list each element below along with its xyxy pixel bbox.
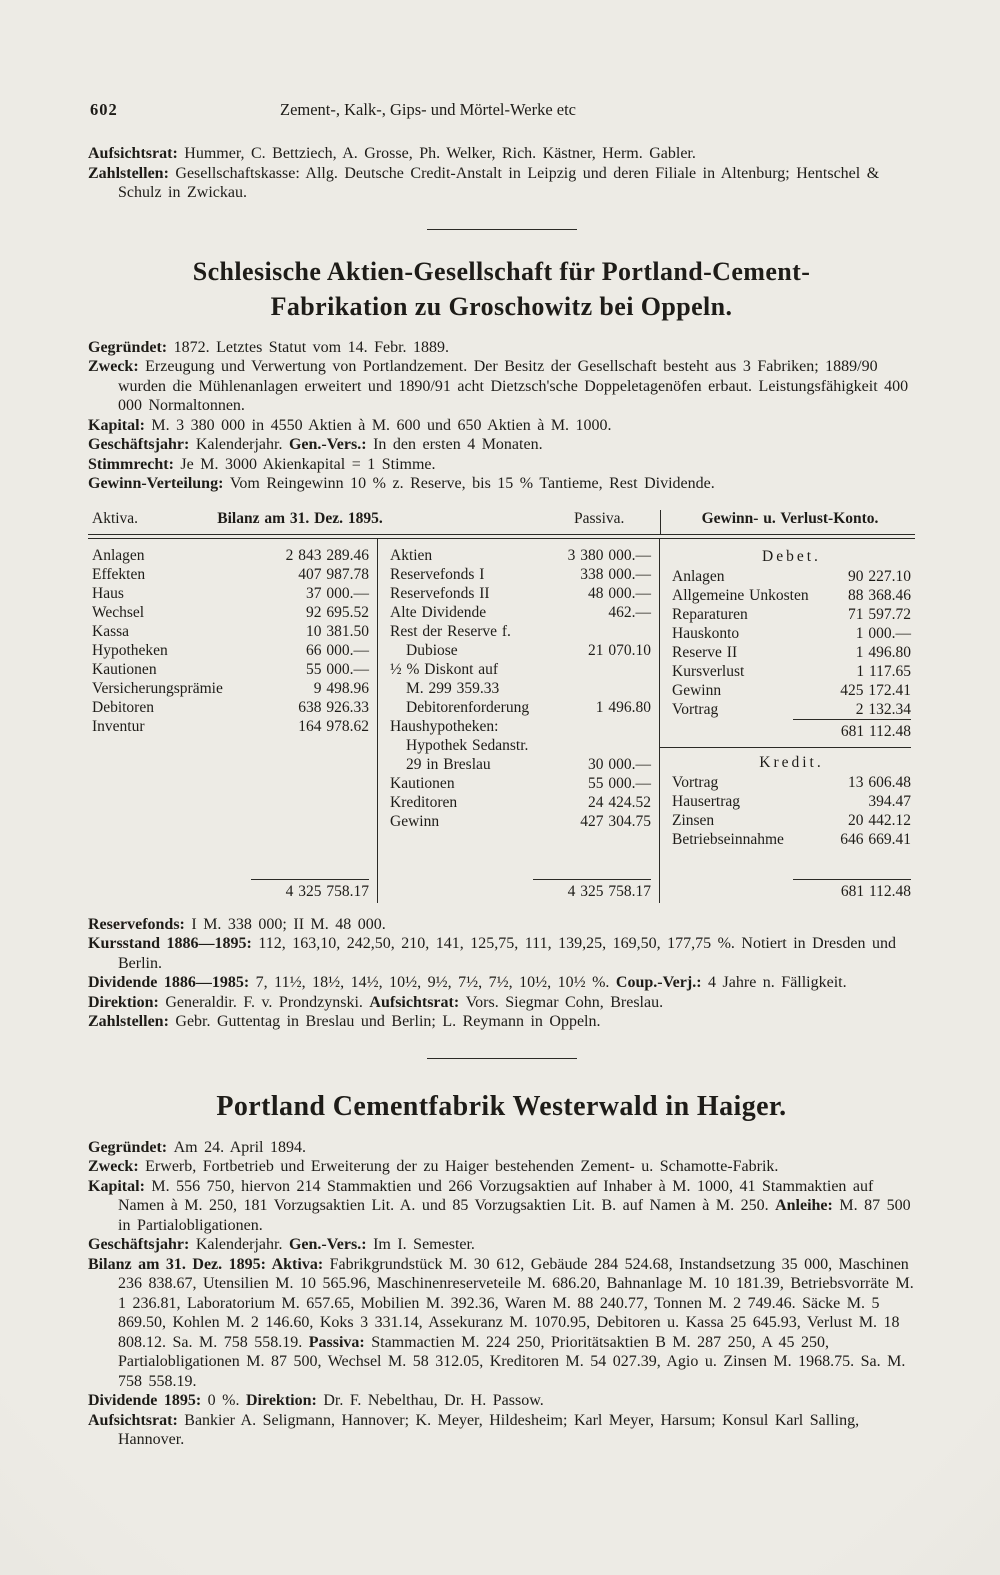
account-value: 37 000.—	[306, 584, 369, 602]
kredit-row	[672, 792, 911, 811]
aktiva-row	[92, 660, 369, 679]
company2-details	[88, 1138, 915, 1450]
account-value: 1 496.80	[595, 698, 651, 716]
zahlstellen-line: Zahlstellen: Gebr. Guttentag in Breslau und Berlin; L. Reymann in Oppeln.	[88, 1013, 601, 1030]
passiva-row	[390, 736, 651, 755]
running-head	[88, 100, 915, 122]
account-value: 30 000.—	[588, 755, 651, 773]
company1-notes	[88, 915, 915, 1032]
passiva-column	[378, 539, 660, 903]
account-label: Kautionen	[390, 774, 455, 792]
kredit-total: 681 112.48	[793, 879, 911, 903]
debet-total: 681 112.48	[793, 719, 911, 743]
kredit-row	[672, 830, 911, 849]
company1-title-line1: Schlesische Aktien-Gesellschaft für Portland-Cement-	[192, 256, 811, 286]
debet-row	[672, 681, 911, 700]
company1-title-line2: Fabrikation zu Groschowitz bei Oppeln.	[270, 291, 733, 321]
account-label: Kursverlust	[672, 662, 745, 680]
aktiva-header: Aktiva.	[92, 509, 139, 527]
passiva-row	[390, 660, 651, 679]
aktiva-total: 4 325 758.17	[251, 879, 369, 903]
profit-loss-column	[660, 539, 913, 903]
account-value: 71 597.72	[848, 605, 911, 623]
debet-total-row	[672, 719, 911, 743]
debet-row	[672, 605, 911, 624]
account-value: 638 926.33	[298, 698, 369, 716]
account-label: Debitorenforderung	[406, 698, 530, 716]
account-label: Reservefonds I	[390, 565, 485, 583]
account-label: Vortrag	[672, 773, 719, 791]
account-value: 2 843 289.46	[285, 546, 369, 564]
balance-sheet	[88, 510, 915, 903]
account-label: Dubiose	[406, 641, 458, 659]
company1-title	[88, 254, 915, 324]
account-label: Kreditoren	[390, 793, 458, 811]
aktiva-row	[92, 698, 369, 717]
account-value: 2 132.34	[855, 700, 911, 718]
account-label: Haushypotheken:	[390, 717, 499, 735]
account-label: Hypothek Sedanstr.	[406, 736, 529, 754]
dividende-direktion-line: Dividende 1895: 0 %. Direktion: Dr. F. Nebelthau, Dr. H. Passow.	[88, 1392, 544, 1409]
profit-distribution-line: Gewinn-Verteilung: Vom Reingewinn 10 % z. Reserve, bis 15 % Tantieme, Rest Dividende.	[88, 475, 715, 492]
balance-sheet-body	[88, 539, 915, 903]
account-value: 20 442.12	[848, 811, 911, 829]
account-value: 48 000.—	[588, 584, 651, 602]
purpose-paragraph: Zweck: Erzeugung und Verwertung von Portlandzement. Der Besitz der Gesellschaft besteht aus 3 Fabriken; 1889/90 wurden die Mühlenanlagen erweitert und 1890/91 acht Dietzsch'sche Doppeletagenöfen erbaut. Leistungsfähigkeit 400 000 Normaltonnen.	[88, 358, 909, 414]
debet-header: Debet.	[762, 547, 821, 565]
account-label: Alte Dividende	[390, 603, 487, 621]
account-value: 1 496.80	[855, 643, 911, 661]
kredit-total-row	[672, 879, 911, 903]
kredit-rows	[672, 773, 911, 849]
aktiva-total-row	[92, 879, 369, 903]
capital-line: Kapital: M. 3 380 000 in 4550 Aktien à M. 600 und 650 Aktien à M. 1000.	[88, 416, 612, 434]
passiva-row	[390, 565, 651, 584]
passiva-row	[390, 641, 651, 660]
account-label: Gewinn	[390, 812, 440, 830]
fiscal-year-line: Geschäftsjahr: Kalenderjahr. Gen.-Vers.: In den ersten 4 Monaten.	[88, 436, 543, 453]
company2-title: Portland Cementfabrik Westerwald in Haiger.	[216, 1090, 787, 1122]
account-label: Versicherungsprämie	[92, 679, 223, 697]
account-value: 338 000.—	[580, 565, 651, 583]
kredit-header: Kredit.	[759, 753, 824, 771]
section-divider	[427, 1058, 577, 1059]
account-value: 24 424.52	[588, 793, 651, 811]
balance-paragraph: Bilanz am 31. Dez. 1895: Aktiva: Fabrikgrundstück M. 30 612, Gebäude 284 524.68, Instandsetzung 35 000, Maschinen 236 838.67, Utensilien M. 10 565.96, Maschinenreserveteile M. 686.20, Bahnanlage M. 10 181.39, Betriebsvorräte M. 1 236.81, Laboratorium M. 657.65, Mobilien M. 392.36, Waren M. 88 240.77, Tonnen M. 2 749.46. Säcke M. 5 869.50, Kohlen M. 2 146.60, Koks 3 331.14, Assekuranz M. 1070.95, Debitoren u. Kassa 25 645.93, Verlust M. 18 808.12. Sa. M. 758 558.19. Passiva: Stammactien M. 224 250, Prioritätsaktien B M. 287 250, A 45 250, Partialobligationen M. 87 500, Wechsel M. 58 312.05, Kreditoren M. 54 027.39, Agio u. Zinsen M. 1968.75. Sa. M. 758 558.19.	[88, 1255, 914, 1390]
account-value: 21 070.10	[588, 641, 651, 659]
debet-rows	[672, 567, 911, 719]
founded-line: Gegründet: 1872. Letztes Statut vom 14. Febr. 1889.	[88, 338, 450, 356]
aufsichtsrat-line: Aufsichtsrat: Hummer, C. Bettziech, A. Grosse, Ph. Welker, Rich. Kästner, Herm. Gabler.	[88, 145, 696, 162]
account-value: 13 606.48	[848, 773, 911, 791]
passiva-total-row	[390, 879, 651, 903]
balance-title: Bilanz am 31. Dez. 1895.	[217, 509, 383, 527]
account-label: Hausertrag	[672, 792, 740, 810]
debet-row	[672, 662, 911, 681]
purpose-line: Zweck: Erwerb, Fortbetrieb und Erweiterung der zu Haiger bestehenden Zement- u. Schamotte-Fabrik.	[88, 1158, 779, 1175]
debet-row	[672, 643, 911, 662]
account-label: Haus	[92, 584, 124, 602]
fiscal-year-line: Geschäftsjahr: Kalenderjahr. Gen.-Vers.: Im I. Semester.	[88, 1236, 475, 1253]
profit-loss-header: Gewinn- u. Verlust-Konto.	[701, 509, 879, 527]
debet-row	[672, 567, 911, 586]
account-label: Debitoren	[92, 698, 154, 716]
account-value: 164 978.62	[298, 717, 369, 735]
account-label: Rest der Reserve f.	[390, 622, 511, 640]
balance-sheet-header	[88, 510, 915, 534]
passiva-row	[390, 546, 651, 565]
account-value: 1 117.65	[856, 662, 911, 680]
passiva-total: 4 325 758.17	[533, 879, 651, 903]
kursstand-paragraph: Kursstand 1886—1895: 112, 163,10, 242,50, 210, 141, 125,75, 111, 139,25, 169,50, 177,75 %. Notiert in Dresden und Berlin.	[88, 935, 896, 972]
passiva-row	[390, 622, 651, 641]
passiva-row	[390, 793, 651, 812]
account-label: Anlagen	[92, 546, 145, 564]
dividende-paragraph: Dividende 1886—1985: 7, 11½, 18½, 14½, 10½, 9½, 7½, 7½, 10½, 10½ %. Coup.-Verj.: 4 Jahre n. Fälligkeit.	[88, 974, 847, 991]
account-label: Gewinn	[672, 681, 722, 699]
account-value: 462.—	[608, 603, 651, 621]
debet-row	[672, 700, 911, 719]
account-label: Kassa	[92, 622, 130, 640]
passiva-row	[390, 603, 651, 622]
passiva-row	[390, 679, 651, 698]
reservefonds-line: Reservefonds: I M. 338 000; II M. 48 000.	[88, 915, 386, 933]
account-value: 90 227.10	[848, 567, 911, 585]
account-label: Zinsen	[672, 811, 715, 829]
account-label: Anlagen	[672, 567, 725, 585]
founded-line: Gegründet: Am 24. April 1894.	[88, 1138, 306, 1156]
account-value: 425 172.41	[840, 681, 911, 699]
account-label: ½ % Diskont auf	[390, 660, 499, 678]
account-value: 9 498.96	[313, 679, 369, 697]
account-value: 646 669.41	[840, 830, 911, 848]
debet-row	[672, 586, 911, 605]
running-title: Zement-, Kalk-, Gips- und Mörtel-Werke etc	[279, 100, 577, 119]
aktiva-row	[92, 584, 369, 603]
page-number: 602	[90, 100, 118, 119]
account-label: M. 299 359.33	[406, 679, 500, 697]
passiva-row	[390, 698, 651, 717]
account-label: 29 in Breslau	[406, 755, 491, 773]
account-label: Hypotheken	[92, 641, 168, 659]
account-value: 88 368.46	[848, 586, 911, 604]
aktiva-row	[92, 546, 369, 565]
passiva-row	[390, 774, 651, 793]
aktiva-row	[92, 565, 369, 584]
previous-entry-tail	[88, 144, 915, 203]
section-divider	[427, 229, 577, 230]
aktiva-row	[92, 603, 369, 622]
passiva-row	[390, 755, 651, 774]
account-label: Effekten	[92, 565, 146, 583]
capital-paragraph: Kapital: M. 556 750, hiervon 214 Stammaktien und 266 Vorzugsaktien auf Inhaber à M. 1000, 41 Stammaktien auf Namen à M. 250, 181 Vorzugsaktien Lit. A. und 85 Vorzugsaktien Lit. B. auf Namen à M. 250. Anleihe: M. 87 500 in Partialobligationen.	[88, 1177, 911, 1234]
kredit-divider	[660, 747, 911, 748]
aktiva-row	[92, 717, 369, 736]
column-divider	[660, 510, 661, 534]
kredit-row	[672, 811, 911, 830]
account-value: 55 000.—	[588, 774, 651, 792]
aufsichtsrat-paragraph: Aufsichtsrat: Bankier A. Seligmann, Hannover; K. Meyer, Hildesheim; Karl Meyer, Harsum; Konsul Karl Salling, Hannover.	[88, 1411, 860, 1448]
kredit-row	[672, 773, 911, 792]
account-value: 427 304.75	[580, 812, 651, 830]
company1-details	[88, 338, 915, 494]
direktion-line: Direktion: Generaldir. F. v. Prondzynski. Aufsichtsrat: Vors. Siegmar Cohn, Breslau.	[88, 993, 664, 1011]
account-value: 3 380 000.—	[567, 546, 651, 564]
aktiva-row	[92, 641, 369, 660]
account-label: Aktien	[390, 546, 433, 564]
account-label: Allgemeine Unkosten	[672, 586, 809, 604]
account-value: 92 695.52	[306, 603, 369, 621]
account-value: 407 987.78	[298, 565, 369, 583]
aktiva-row	[92, 679, 369, 698]
account-label: Wechsel	[92, 603, 145, 621]
passiva-header: Passiva.	[574, 509, 625, 527]
zahlstellen-line: Zahlstellen: Gesellschaftskasse: Allg. Deutsche Credit-Anstalt in Leipzig und deren Filiale in Altenburg; Hentschel & Schulz in Zwickau.	[88, 164, 880, 201]
account-value: 66 000.—	[306, 641, 369, 659]
aktiva-column	[88, 539, 378, 903]
account-label: Reparaturen	[672, 605, 748, 623]
account-label: Vortrag	[672, 700, 719, 718]
account-label: Kautionen	[92, 660, 157, 678]
account-label: Hauskonto	[672, 624, 740, 642]
account-label: Reserve II	[672, 643, 738, 661]
account-value: 1 000.—	[855, 624, 911, 642]
debet-row	[672, 624, 911, 643]
account-label: Inventur	[92, 717, 145, 735]
account-value: 55 000.—	[306, 660, 369, 678]
passiva-row	[390, 584, 651, 603]
account-label: Betriebseinnahme	[672, 830, 784, 848]
account-value: 10 381.50	[306, 622, 369, 640]
voting-rights-line: Stimmrecht: Je M. 3000 Akienkapital = 1 Stimme.	[88, 455, 436, 473]
passiva-row	[390, 812, 651, 831]
account-label: Reservefonds II	[390, 584, 490, 602]
account-value: 394.47	[868, 792, 911, 810]
aktiva-row	[92, 622, 369, 641]
passiva-row	[390, 717, 651, 736]
